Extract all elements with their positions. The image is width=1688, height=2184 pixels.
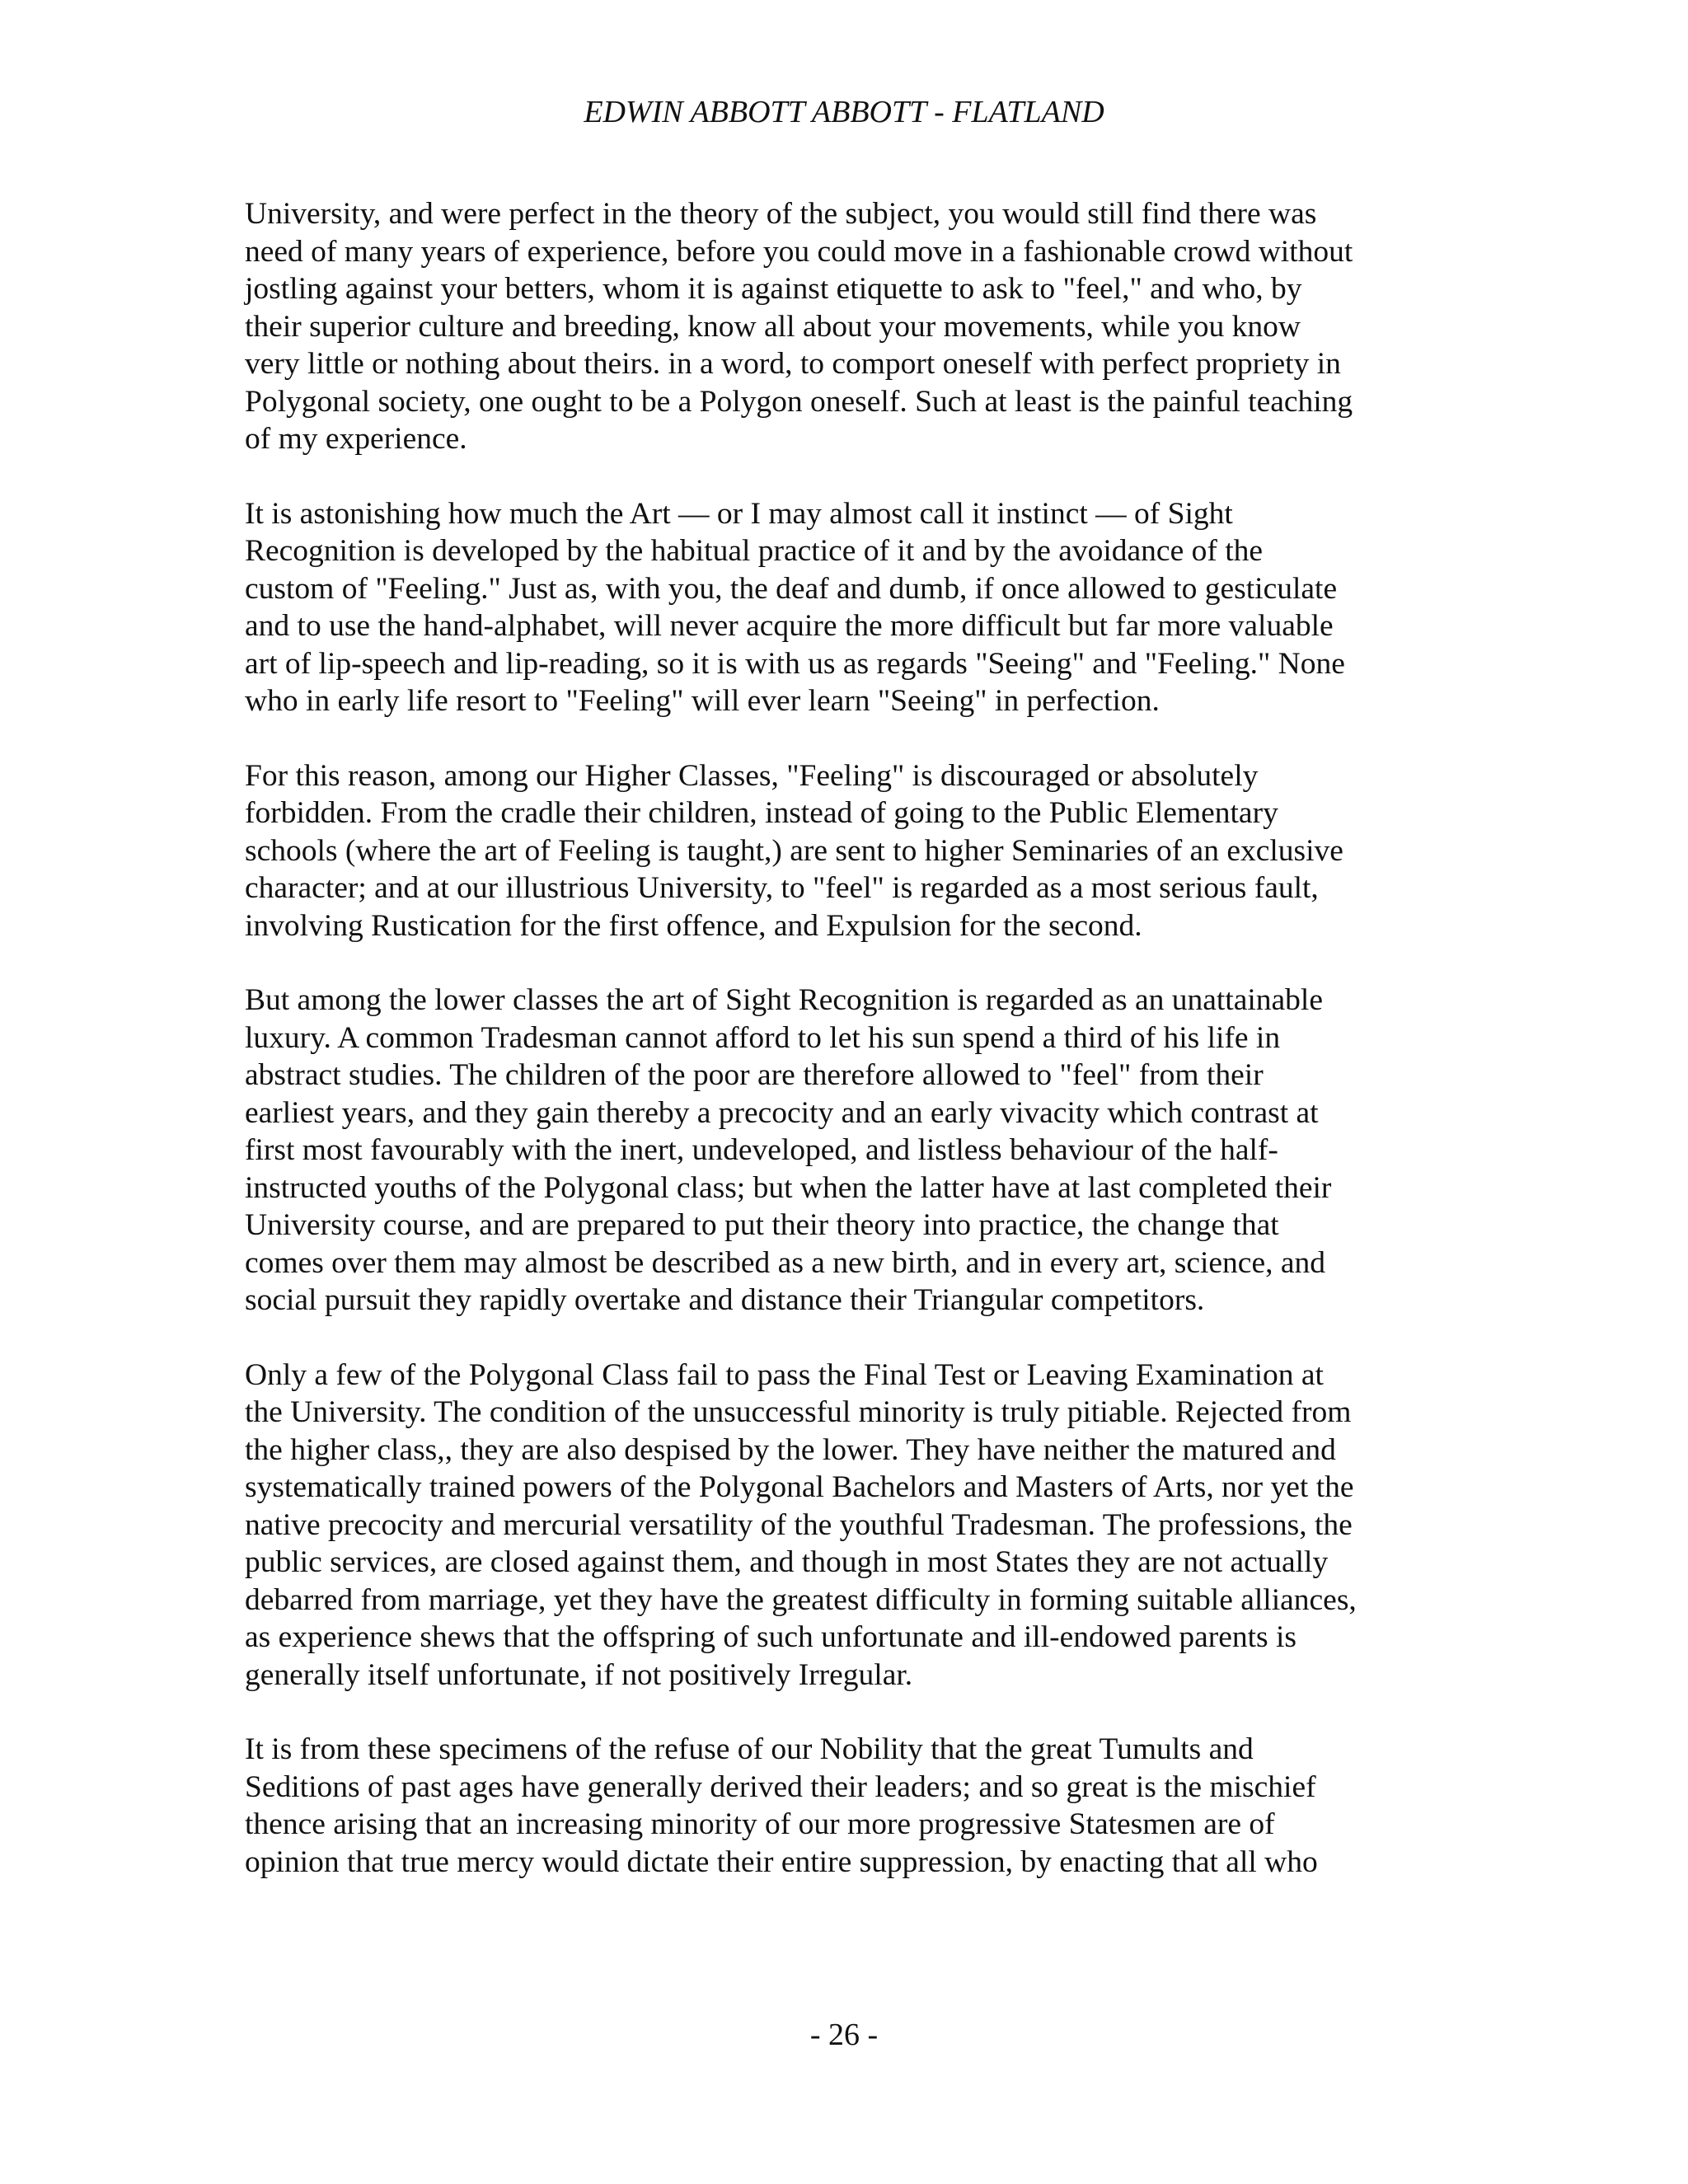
text-line: instructed youths of the Polygonal class; but when the latter have at last completed their [245, 1170, 1332, 1205]
paragraph [245, 495, 1465, 720]
text-line: the higher class,, they are also despised by the lower. They have neither the matured and [245, 1432, 1336, 1467]
text-line: systematically trained powers of the Polygonal Bachelors and Masters of Arts, nor yet the [245, 1470, 1354, 1504]
text-line: But among the lower classes the art of Sight Recognition is regarded as an unattainable [245, 983, 1323, 1017]
text-line: thence arising that an increasing minority of our more progressive Statesmen are of [245, 1807, 1275, 1841]
paragraph [245, 757, 1465, 945]
text-line: opinion that true mercy would dictate their entire suppression, by enacting that all who [245, 1844, 1318, 1879]
text-line: Seditions of past ages have generally derived their leaders; and so great is the mischief [245, 1769, 1316, 1804]
text-line: luxury. A common Tradesman cannot afford to let his sun spend a third of his life in [245, 1020, 1281, 1055]
text-line: of my experience. [245, 422, 467, 456]
body-text [245, 195, 1465, 1918]
text-line: forbidden. From the cradle their children, instead of going to the Public Elementary [245, 796, 1278, 830]
paragraph [245, 1731, 1465, 1881]
text-line: native precocity and mercurial versatility of the youthful Tradesman. The professions, the [245, 1507, 1353, 1542]
text-line: who in early life resort to "Feeling" will ever learn "Seeing" in perfection. [245, 684, 1160, 718]
text-line: For this reason, among our Higher Classes, "Feeling" is discouraged or absolutely [245, 758, 1259, 793]
page-number: - 26 - [809, 2018, 879, 2052]
text-line: debarred from marriage, yet they have the greatest difficulty in forming suitable alliances, [245, 1582, 1357, 1617]
text-line: their superior culture and breeding, know all about your movements, while you know [245, 309, 1301, 344]
text-line: Recognition is developed by the habitual practice of it and by the avoidance of the [245, 534, 1264, 568]
text-line: abstract studies. The children of the poor are therefore allowed to "feel" from their [245, 1058, 1264, 1092]
text-line: involving Rustication for the first offence, and Expulsion for the second. [245, 908, 1142, 943]
text-line: custom of "Feeling." Just as, with you, the deaf and dumb, if once allowed to gesticulate [245, 571, 1338, 606]
text-line: art of lip-speech and lip-reading, so it is with us as regards "Seeing" and "Feeling." None [245, 646, 1345, 681]
text-line: character; and at our illustrious University, to "feel" is regarded as a most serious fault, [245, 871, 1319, 905]
text-line: jostling against your betters, whom it is against etiquette to ask to "feel," and who, by [245, 272, 1302, 306]
text-line: earliest years, and they gain thereby a precocity and an early vivacity which contrast at [245, 1095, 1319, 1130]
text-line: generally itself unfortunate, if not positively Irregular. [245, 1657, 913, 1692]
text-line: and to use the hand-alphabet, will never acquire the more difficult but far more valuable [245, 609, 1334, 643]
text-line: as experience shews that the offspring of such unfortunate and ill-endowed parents is [245, 1620, 1297, 1654]
text-line: It is astonishing how much the Art — or I may almost call it instinct — of Sight [245, 496, 1233, 531]
text-line: schools (where the art of Feeling is taught,) are sent to higher Seminaries of an exclusive [245, 833, 1343, 868]
text-line: Only a few of the Polygonal Class fail to pass the Final Test or Leaving Examination at [245, 1357, 1324, 1392]
text-line: comes over them may almost be described as a new birth, and in every art, science, and [245, 1245, 1325, 1280]
text-line: public services, are closed against them, and though in most States they are not actually [245, 1545, 1329, 1579]
text-line: very little or nothing about theirs. in a word, to comport oneself with perfect propriety in [245, 347, 1341, 381]
text-line: the University. The condition of the unsuccessful minority is truly pitiable. Rejected from [245, 1395, 1352, 1429]
paragraph [245, 982, 1465, 1319]
text-line: It is from these specimens of the refuse of our Nobility that the great Tumults and [245, 1732, 1254, 1766]
running-header: EDWIN ABBOTT ABBOTT - FLATLAND [584, 95, 1104, 129]
text-line: Polygonal society, one ought to be a Polygon oneself. Such at least is the painful teaching [245, 384, 1353, 419]
paragraph [245, 1357, 1465, 1694]
text-line: first most favourably with the inert, undeveloped, and listless behaviour of the half- [245, 1133, 1278, 1167]
text-line: University, and were perfect in the theory of the subject, you would still find there was [245, 197, 1317, 231]
text-line: social pursuit they rapidly overtake and distance their Triangular competitors. [245, 1283, 1205, 1317]
text-line: need of many years of experience, before you could move in a fashionable crowd without [245, 234, 1353, 269]
text-line: University course, and are prepared to put their theory into practice, the change that [245, 1208, 1279, 1242]
paragraph [245, 195, 1465, 458]
